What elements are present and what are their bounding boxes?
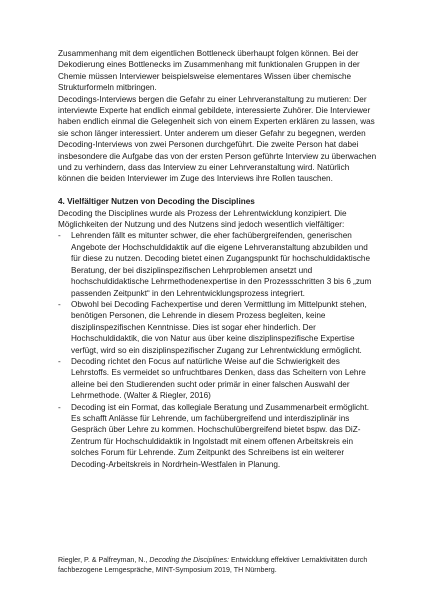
list-item <box>58 356 378 402</box>
footer-details: Entwicklung effektiver Lernaktivitäten durch fachbezogene Lerngespräche, MINT-Symposium 2019, TH Nürnberg. <box>58 556 368 575</box>
list-item <box>58 299 378 356</box>
footer-title: Decoding the Disciplines: <box>149 556 230 564</box>
footer-authors: Riegler, P. & Palfreyman, N., <box>58 556 148 564</box>
list-item-text: Obwohl bei Decoding Fachexpertise und deren Vermittlung im Mittelpunkt stehen, benötigen Personen, die Lehrende in diesem Prozess begleiten, keine disziplinspezifischen Kenntnisse. Dies ist sogar eher hinderlich. Der Hochschuldidaktik, die von Natur aus über keine disziplinspezifische Expertise verfügt, wird so ein disziplinspezifischer Zugang zur Lehrentwicklung ermöglicht. <box>71 299 367 355</box>
bullet-marker: - <box>58 402 61 412</box>
list-item <box>58 402 378 470</box>
page-footer <box>58 555 388 575</box>
paragraph-dekodierung: Zusammenhang mit dem eigentlichen Bottleneck überhaupt folgen können. Bei der Dekodierung eines Bottlenecks im Zusammenhang mit funktionalen Gruppen in der Chemie müssen Interviewer beispielsweise elementares Wissen über chemische Strukturformeln mitbringen. <box>58 49 360 93</box>
paragraph-interview-gefahr: Decodings-Interviews bergen die Gefahr zu einer Lehrveranstaltung zu mutieren: Der interviewte Experte hat endlich einmal gebildete, interessierte Zuhörer. Die Interviewer haben endlich einmal die Gelegenheit sich von einem Experten erklären zu lassen, was sie schon länger interessiert. Unter anderem um dieser Gefahr zu begegnen, werden Decoding-Interviews von zwei Personen durchgeführt. Die zweite Person hat dabei insbesondere die Aufgabe das von der ersten Person geführte Interview zu überwachen und zu verhindern, dass das Interview zu einer Lehrveranstaltung wird. Natürlich können die beiden Interviewer im Zuge des Interviews ihre Rollen tauschen. <box>58 94 377 184</box>
list-item-text: Decoding ist ein Format, das kollegiale Beratung und Zusammenarbeit ermöglicht. Es schafft Anlässe für Lehrende, um fachübergreifend und interdisziplinär ins Gespräch über Lehre zu kommen. Hochschulübergreifend bietet bspw. das DiZ-Zentrum für Hochschuldidaktik in Ingolstadt mit einem offenen Arbeitskreis ein solches Forum für Lehrende. Zum Zeitpunkt des Schreibens ist ein weiterer Decoding-Arbeitskreis in Nordrhein-Westfalen in Planung. <box>71 402 370 469</box>
bullet-marker: - <box>58 356 61 366</box>
list-item-text: Lehrenden fällt es mitunter schwer, die eher fachübergreifenden, generischen Angebote der Hochschuldidaktik auf die eigene Lehrveranstaltung abzubilden und für diese zu nutzen. Decoding bietet einen Zugangspunkt für hochschuldidaktische Beratung, der bei disziplinspezifischen Lehrproblemen ansetzt und hochschuldidaktische Lehrmethodenexpertise in den Prozessschritten 3 bis 6 „zum passenden Zeitpunkt“ in den Lehrentwicklungsprozess integriert. <box>71 231 372 298</box>
document-body <box>58 48 378 470</box>
list-item-text: Decoding richtet den Focus auf natürliche Weise auf die Schwierigkeit des Lehrstoffs. Es vermeidet so unfruchtbares Denken, dass das Scheitern von Lehre alleine bei den Studierenden sucht oder primär in einer falschen Auswahl der Lehrmethode. (Walter & Riegler, 2016) <box>71 356 366 401</box>
bullet-marker: - <box>58 231 61 241</box>
bullet-list <box>58 230 378 470</box>
list-item <box>58 230 378 298</box>
section-heading: 4. Vielfältiger Nutzen von Decoding the Disciplines <box>58 197 255 207</box>
section-lead: Decoding the Disciplines wurde als Prozess der Lehrentwicklung konzipiert. Die Möglichkeiten der Nutzung und des Nutzens sind jedoch wesentlich vielfältiger: <box>58 208 347 230</box>
paragraph-gap <box>58 185 378 196</box>
bullet-marker: - <box>58 299 61 309</box>
